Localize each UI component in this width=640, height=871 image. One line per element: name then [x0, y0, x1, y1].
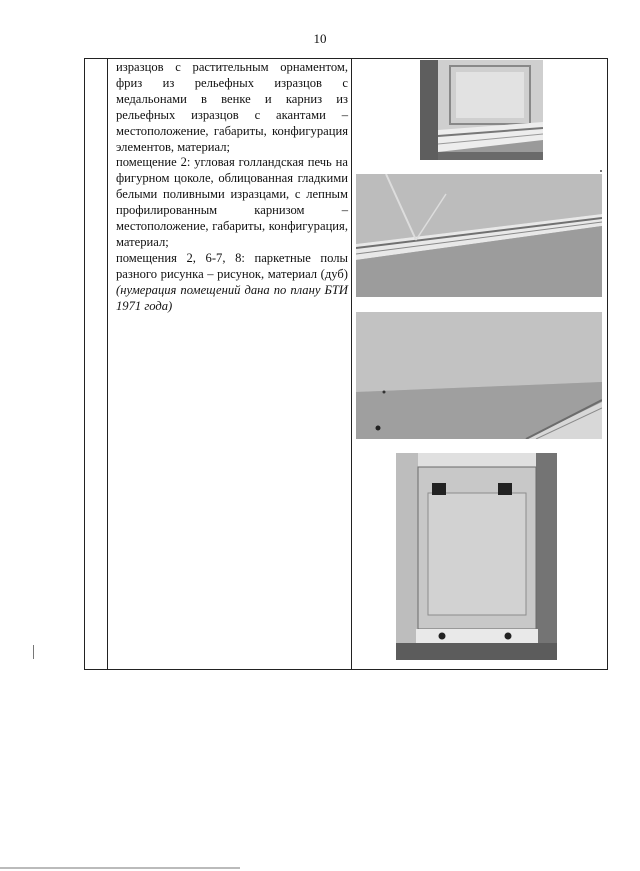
scan-artifact [600, 170, 602, 172]
stove-top-cornice-photo [420, 60, 543, 160]
description-paragraph [116, 251, 348, 315]
table-column-divider [107, 59, 108, 669]
description-text: помещения 2, 6-7, 8: паркетные полы разного рисунка – рисунок, материал (дуб) [116, 250, 348, 281]
table-column-divider [351, 59, 352, 669]
ceiling-cornice-photo [356, 174, 602, 297]
ceiling-corner-photo [356, 312, 602, 439]
tiled-stove-photo [396, 453, 557, 660]
page-number: 10 [313, 31, 327, 46]
scan-artifact [33, 645, 34, 659]
description-paragraph: помещение 2: угловая голландская печь на фигурном цоколе, облицованная гладкими белыми поливными изразцами, с лепным профилированным карнизом – местоположение, габариты, конфигурация, материал; [116, 155, 348, 249]
description-cell [116, 60, 348, 315]
numbering-note: (нумерация помещений дана по плану БТИ 1971 года) [116, 282, 348, 313]
description-paragraph: изразцов с растительным орнаментом, фриз из рельефных изразцов с медальонами в венке и карниз из рельефных изразцов с акантами – местоположение, габариты, конфигурация элементов, материал; [116, 60, 348, 154]
scan-edge-line [0, 867, 240, 869]
